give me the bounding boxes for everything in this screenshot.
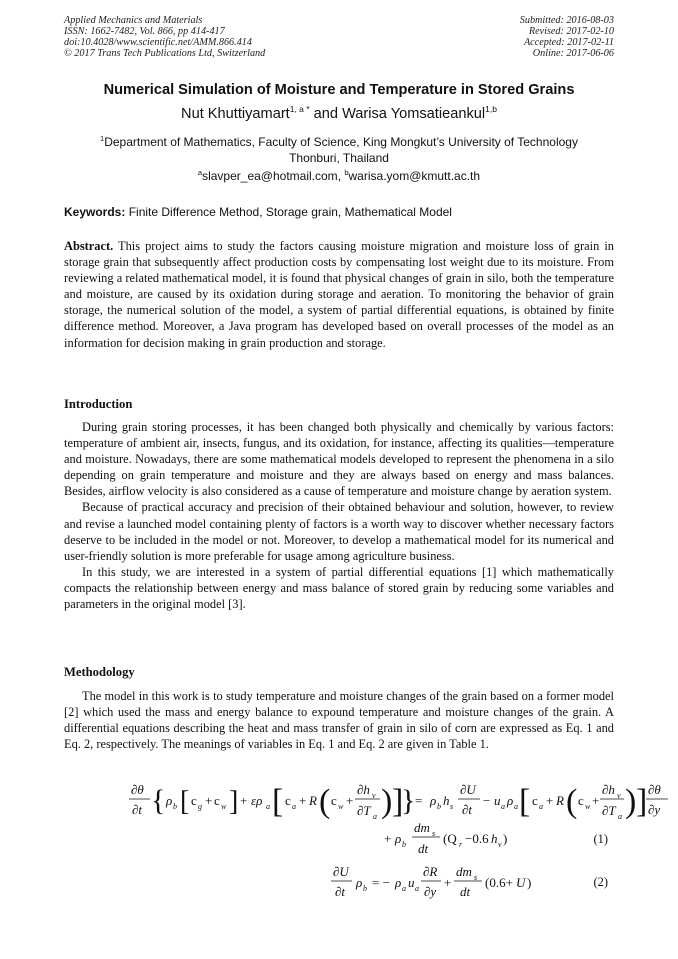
svg-text:+: + [384,831,392,846]
svg-text:): ) [625,783,637,820]
svg-text:−0.6: −0.6 [465,831,489,846]
svg-text:+: + [240,793,248,808]
svg-text:+: + [205,793,213,808]
svg-text:ρ: ρ [430,793,437,808]
email-link[interactable]: warisa.yom@kmutt.ac.th [348,169,481,183]
svg-text:∂t: ∂t [132,802,143,817]
svg-text:ερ: ερ [251,793,263,808]
svg-text:∂θ: ∂θ [131,782,144,797]
svg-text:v: v [372,791,376,800]
revised-date: Revised: 2017-02-10 [528,25,614,37]
email-superscript: b [344,168,349,177]
keywords-label: Keywords: [64,205,126,219]
svg-text:= −: = − [372,875,390,890]
svg-text:dm: dm [456,864,472,879]
svg-text:): ) [503,831,508,846]
svg-text:−: − [483,793,491,808]
svg-text:b: b [363,884,367,893]
svg-text:∂h: ∂h [357,782,370,797]
keywords-text: Finite Difference Method, Storage grain, Mathematical Model [125,205,452,219]
author-line [0,104,678,122]
journal-issn: ISSN: 1662-7482, Vol. 866, pp 414-417 [64,25,225,37]
svg-text:s: s [450,802,454,811]
svg-text:a: a [292,802,296,811]
svg-text:∂t: ∂t [335,884,346,899]
svg-text:ρ: ρ [166,793,173,808]
affiliation-superscript: 1 [100,134,105,143]
svg-text:b: b [437,802,441,811]
svg-text:w: w [338,802,344,811]
svg-text:c: c [191,793,197,808]
svg-text:{: { [151,784,166,817]
svg-text:dm: dm [414,820,430,835]
online-date: Online: 2017-06-06 [532,47,614,59]
svg-text:u: u [494,793,501,808]
equation-1-2-graphic [0,770,678,920]
svg-text:a: a [618,812,622,821]
svg-text:s: s [474,873,478,882]
abstract [64,238,614,351]
svg-text:∂θ: ∂θ [648,782,661,797]
svg-text:∂U: ∂U [333,864,349,879]
svg-text:dt: dt [460,884,471,899]
svg-text:∂R: ∂R [423,864,438,879]
svg-text:): ) [381,783,393,820]
paragraph: Because of practical accuracy and precision of their obtained behaviour and solution, however, to review and revise a launched model containing plenty of factors is a worth way to discover whether necessary factors deserve to be included in the model or not. Moreover, to develop a mathematical model for its numerical and user-friendly solution is more preferable for usage among agriculture business. [64,500,614,563]
svg-text:]: ] [229,786,239,817]
svg-text:+: + [444,875,452,890]
section-heading-introduction: Introduction [64,397,133,411]
svg-text:c: c [214,793,220,808]
svg-text:c: c [285,793,291,808]
paper-title: Numerical Simulation of Moisture and Temperature in Stored Grains [103,82,575,98]
svg-text:c: c [578,793,584,808]
svg-text:+: + [546,793,554,808]
svg-text:w: w [221,802,227,811]
journal-name: Applied Mechanics and Materials [64,15,203,26]
author-superscript: 1,b [485,104,497,114]
introduction-body [64,419,614,612]
svg-text:∂y: ∂y [648,802,661,817]
svg-text:s: s [432,829,436,838]
svg-text:∂T: ∂T [602,803,616,818]
svg-text:U: U [516,875,526,890]
svg-text:ρ: ρ [356,875,363,890]
equations [0,770,678,920]
svg-text:[: [ [272,783,284,820]
submitted-date: Submitted: 2016-08-03 [519,15,614,26]
svg-text:]: ] [636,783,648,820]
svg-text:(: ( [566,783,578,820]
email-superscript: a [197,168,203,177]
svg-text:c: c [532,793,538,808]
svg-text:h: h [491,831,498,846]
svg-text:+: + [299,793,307,808]
equation-number: (1) [593,832,608,846]
affiliation-line: Department of Mathematics, Faculty of Science, King Mongkut’s University of Technology [104,135,578,149]
email-link[interactable]: slavper_ea@hotmail.com, [202,169,345,183]
svg-text:r: r [459,840,463,849]
svg-text:∂h: ∂h [602,782,615,797]
section-heading-methodology: Methodology [64,665,135,679]
svg-text:ρ: ρ [395,831,402,846]
svg-text:=: = [415,793,423,808]
affiliation [70,131,608,166]
svg-text:a: a [501,802,505,811]
svg-text:(0.6+: (0.6+ [485,875,513,890]
svg-text:a: a [514,802,518,811]
svg-text:): ) [527,875,532,890]
author-name: Warisa Yomsatieankul [342,106,486,122]
svg-text:+: + [346,793,354,808]
svg-text:a: a [266,802,270,811]
svg-text:dt: dt [418,841,429,856]
svg-text:∂U: ∂U [460,782,476,797]
paragraph: The model in this work is to study temperature and moisture changes of the grain based on a former model [2] which used the mass and energy balance to expound temperature and moisture changes of the grain. A differential equations describing the heat and mass transfer of grain in silo of corn are expressed as Eq. 1 and Eq. 2, respectively. The meanings of variables in Eq. 1 and Eq. 2 are given in Table 1. [64,689,614,752]
svg-text:b: b [402,840,406,849]
svg-text:a: a [415,884,419,893]
svg-text:[: [ [180,786,190,817]
svg-text:[: [ [519,783,531,820]
svg-text:b: b [173,802,177,811]
svg-text:v: v [498,840,502,849]
svg-text:R: R [556,793,564,808]
affiliation-line: Thonburi, Thailand [289,151,389,165]
accepted-date: Accepted: 2017-02-11 [523,36,614,48]
svg-text:v: v [617,791,621,800]
svg-text:ρ: ρ [507,793,514,808]
svg-text:∂y: ∂y [424,884,437,899]
svg-text:R: R [309,793,317,808]
svg-text:a: a [402,884,406,893]
methodology-body [64,688,614,752]
svg-text:ρ: ρ [395,875,402,890]
paragraph: In this study, we are interested in a system of partial differential equations [1] which mathematically compacts the relationship between energy and mass balance of stored grain by reducing some variables and parameters in the original model [3]. [64,564,614,612]
author-superscript: 1, a * [289,104,310,114]
svg-text:g: g [198,802,202,811]
author-name: Nut Khuttiyamart [181,106,290,122]
svg-text:]: ] [392,783,404,820]
abstract-label: Abstract. [64,239,114,253]
svg-text:}: } [401,784,416,817]
svg-text:+: + [592,793,600,808]
svg-text:(Q: (Q [443,831,457,846]
author-joiner: and [309,106,343,122]
paragraph: During grain storing processes, it has been changed both physically and chemically by various factors: temperature of ambient air, insects, fungus, and its oxidation, for instance, affecting its qualities—temperature and moisture. Nowadays, there are some mathematical models developed to represent the phenomena in a silo depending on grain temperature and moisture and they are always based on energy and mass balances. Besides, airflow velocity is also considered as a cause of temperature and moisture change by aeration system. [64,420,614,499]
dates-header [520,16,614,60]
keywords [64,205,452,219]
svg-text:w: w [585,802,591,811]
svg-text:∂T: ∂T [357,803,371,818]
author-emails [0,168,678,183]
svg-text:h: h [443,793,450,808]
svg-text:u: u [408,875,415,890]
journal-info-header [64,16,265,60]
svg-text:c: c [331,793,337,808]
svg-text:(: ( [319,783,331,820]
journal-copyright: © 2017 Trans Tech Publications Ltd, Switzerland [64,47,266,59]
svg-text:∂t: ∂t [462,802,473,817]
svg-text:a: a [373,812,377,821]
abstract-text: This project aims to study the factors causing moisture migration and moisture loss of grain in storage grain that subsequently affect production costs by compensating lost weight due to its moisture. From reviewing a related mathematical model, it is found that physical changes of grain in silo, both the temperature and moisture, are caused by its oxidation during storage and aeration. To monitoring the behavior of grain storage, the numerical solution of the model, a system of partial differential equations, is obtained by finite difference method. Moreover, a Java program has developed based on overall processes of the model as an information for decision making in grain production and storage. [64,239,614,350]
journal-doi: doi:10.4028/www.scientific.net/AMM.866.414 [64,36,252,48]
equation-number: (2) [593,875,608,889]
svg-text:a: a [539,802,543,811]
